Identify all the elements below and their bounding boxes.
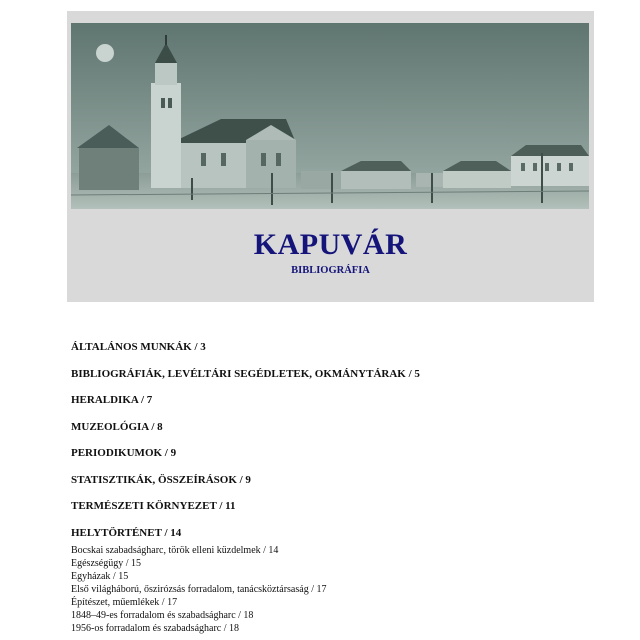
- toc-subentry: Építészet, műemlékek / 17: [71, 596, 178, 608]
- toc-subentry: Első világháború, őszirózsás forradalom, tanácsköztársaság / 17: [71, 583, 327, 595]
- town-photo: [71, 23, 589, 209]
- toc-subentry: Egészségügy / 15: [71, 557, 141, 569]
- toc-entry: MUZEOLÓGIA / 8: [71, 420, 163, 433]
- toc-subentry: 1956-os forradalom és szabadságharc / 18: [71, 622, 239, 634]
- table-of-contents: [71, 340, 611, 635]
- toc-subentry: Egyházak / 15: [71, 570, 129, 582]
- toc-entry: HELYTÖRTÉNET / 14: [71, 526, 182, 539]
- page-subtitle: BIBLIOGRÁFIA: [291, 265, 370, 276]
- toc-entry: STATISZTIKÁK, ÖSSZEÍRÁSOK / 9: [71, 473, 251, 486]
- toc-entry: BIBLIOGRÁFIÁK, LEVÉLTÁRI SEGÉDLETEK, OKMÁNYTÁRAK / 5: [71, 367, 420, 380]
- toc-entry: TERMÉSZETI KÖRNYEZET / 11: [71, 500, 236, 512]
- toc-entry: PERIODIKUMOK / 9: [71, 447, 177, 459]
- page-title: KAPUVÁR: [253, 228, 408, 261]
- toc-entry: ÁLTALÁNOS MUNKÁK / 3: [71, 341, 206, 353]
- cover-header: [67, 11, 594, 302]
- toc-entry: HERALDIKA / 7: [71, 394, 153, 406]
- toc-subentry: 1848–49-es forradalom és szabadságharc / 18: [71, 609, 254, 621]
- toc-subentry: Bocskai szabadságharc, török elleni küzdelmek / 14: [71, 544, 279, 556]
